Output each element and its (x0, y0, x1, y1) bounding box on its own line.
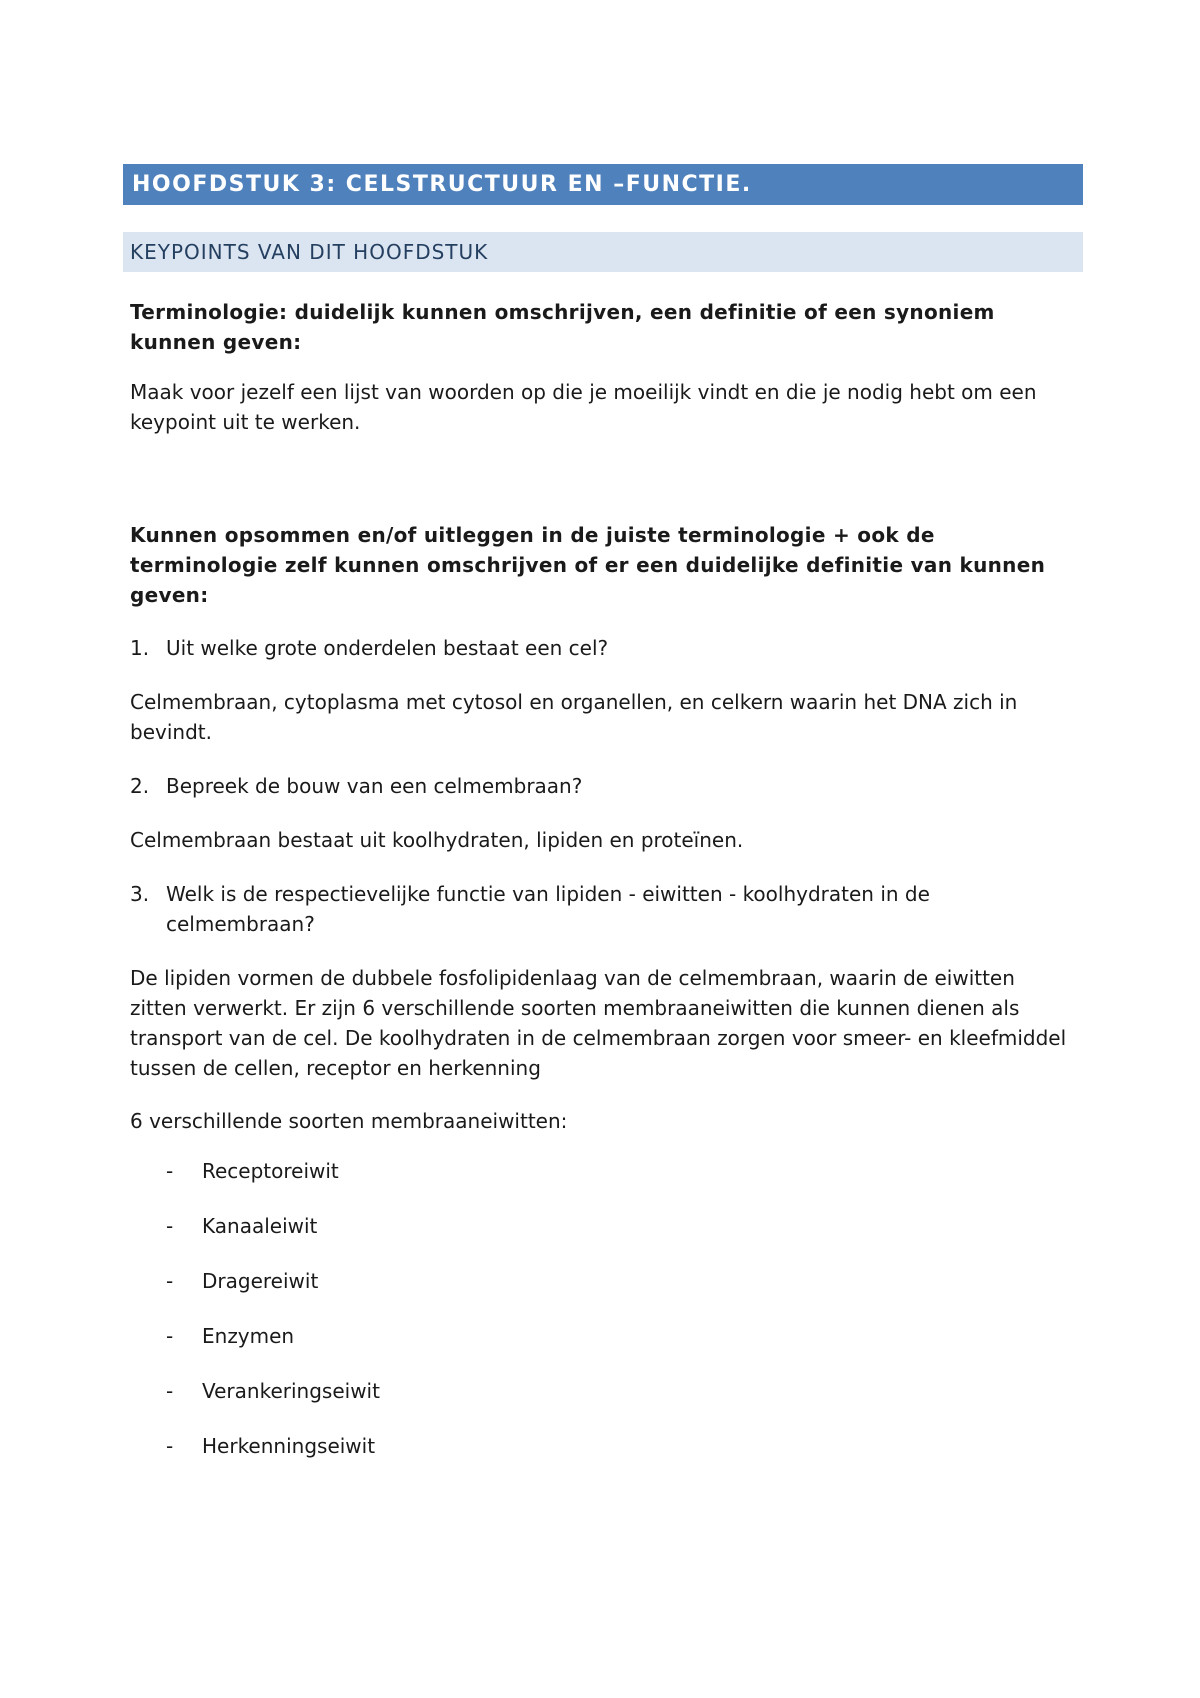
document-page (123, 164, 1083, 1486)
question-number: 1. (130, 636, 150, 660)
list-item (166, 1431, 1083, 1461)
protein-list-intro: 6 verschillende soorten membraaneiwitten: (130, 1109, 568, 1133)
list-item-label: Verankeringseiwit (202, 1379, 380, 1403)
answer-1: Celmembraan, cytoplasma met cytosol en organellen, en celkern waarin het DNA zich in bevindt. (130, 690, 1018, 744)
bullet-dash: - (166, 1159, 174, 1183)
keypoints-heading: Kunnen opsommen en/of uitleggen in de juiste terminologie + ook de terminologie zelf kunnen omschrijven of er een duidelijke definitie van kunnen geven: (130, 523, 1046, 607)
list-item (166, 1376, 1083, 1406)
list-item (166, 1211, 1083, 1241)
question-1 (130, 633, 1076, 663)
question-number: 2. (130, 774, 150, 798)
question-3 (130, 879, 1076, 939)
chapter-title: HOOFDSTUK 3: CELSTRUCTUUR EN –FUNCTIE. (132, 172, 752, 197)
question-text: Welk is de respectievelijke functie van lipiden - eiwitten - koolhydraten in de celmembraan? (166, 882, 930, 936)
terminology-heading: Terminologie: duidelijk kunnen omschrijven, een definitie of een synoniem kunnen geven: (130, 300, 995, 354)
section-heading-bar (123, 232, 1083, 272)
question-number: 3. (130, 882, 150, 906)
section-title: KEYPOINTS VAN DIT HOOFDSTUK (130, 240, 489, 264)
protein-list (123, 1156, 1083, 1461)
bullet-dash: - (166, 1269, 174, 1293)
answer-2: Celmembraan bestaat uit koolhydraten, lipiden en proteïnen. (130, 828, 744, 852)
bullet-dash: - (166, 1434, 174, 1458)
list-item-label: Dragereiwit (202, 1269, 319, 1293)
list-item (166, 1156, 1083, 1186)
answer-3: De lipiden vormen de dubbele fosfolipidenlaag van de celmembraan, waarin de eiwitten zitten verwerkt. Er zijn 6 verschillende soorten membraaneiwitten die kunnen dienen als transport van de cel. De koolhydraten in de celmembraan zorgen voor smeer- en kleefmiddel tussen de cellen, receptor en herkenning (130, 966, 1067, 1080)
list-item (166, 1266, 1083, 1296)
bullet-dash: - (166, 1324, 174, 1348)
bullet-dash: - (166, 1379, 174, 1403)
list-item-label: Kanaaleiwit (202, 1214, 318, 1238)
question-2 (130, 771, 1076, 801)
bullet-dash: - (166, 1214, 174, 1238)
chapter-heading-bar (123, 164, 1083, 205)
question-text: Uit welke grote onderdelen bestaat een cel? (166, 636, 609, 660)
question-text: Bepreek de bouw van een celmembraan? (166, 774, 583, 798)
list-item-label: Enzymen (202, 1324, 295, 1348)
list-item (166, 1321, 1083, 1351)
list-item-label: Herkenningseiwit (202, 1434, 376, 1458)
list-item-label: Receptoreiwit (202, 1159, 339, 1183)
terminology-text: Maak voor jezelf een lijst van woorden op die je moeilijk vindt en die je nodig hebt om een keypoint uit te werken. (130, 380, 1037, 434)
